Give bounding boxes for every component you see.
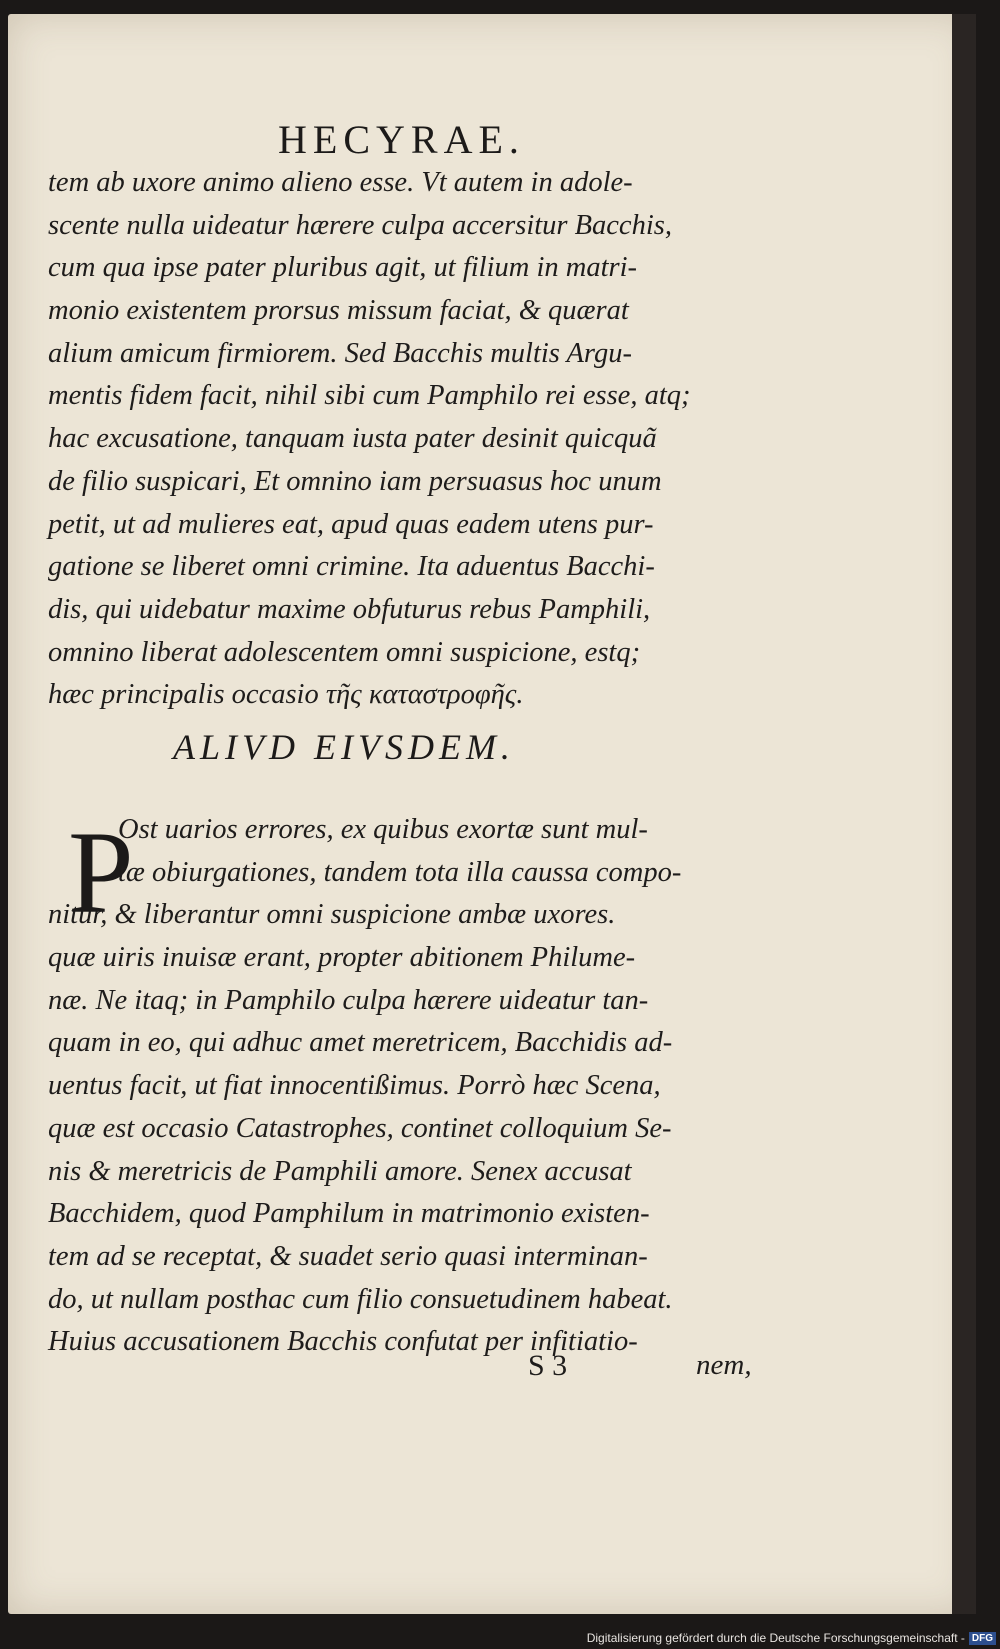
text-line: nitur, & liberantur omni suspicione ambæ uxores. <box>48 899 616 931</box>
text-line: tæ obiurgationes, tandem tota illa caussa compo- <box>118 856 682 888</box>
text-line: omnino liberat adolescentem omni suspicione, estq; <box>48 636 641 668</box>
text-line: uentus facit, ut fiat innocentißimus. Porrò hæc Scena, <box>48 1070 661 1102</box>
catchword: nem, <box>696 1349 752 1381</box>
credit-text: Digitalisierung gefördert durch die Deutsche Forschungsgemeinschaft - <box>586 1631 965 1645</box>
text-line: dis, qui uidebatur maxime obfuturus rebus Pamphili, <box>48 593 651 625</box>
text-line: hac excusatione, tanquam iusta pater desinit quicquã <box>48 423 657 455</box>
text-line: petit, ut ad mulieres eat, apud quas eadem utens pur- <box>48 508 654 540</box>
text-line: Huius accusationem Bacchis confutat per infitiatio- <box>48 1326 638 1358</box>
running-head: HECYRAE. <box>278 117 525 162</box>
text-line: næ. Ne itaq; in Pamphilo culpa hærere uideatur tan- <box>48 984 649 1016</box>
text-line: Bacchidem, quod Pamphilum in matrimonio existen- <box>48 1198 650 1230</box>
text-line: cum qua ipse pater pluribus agit, ut filium in matri- <box>48 252 637 284</box>
text-line: de filio suspicari, Et omnino iam persuasus hoc unum <box>48 465 662 497</box>
drop-capital: P <box>68 807 134 938</box>
digitization-credit <box>587 1631 996 1645</box>
text-line: mentis fidem facit, nihil sibi cum Pamphilo rei esse, atq; <box>48 380 691 412</box>
text-line: do, ut nullam posthac cum filio consuetudinem habeat. <box>48 1283 673 1315</box>
text-line: monio existentem prorsus missum faciat, & quærat <box>48 295 629 327</box>
section-heading: ALIVD EIVSDEM. <box>173 727 515 767</box>
paragraph-2 <box>48 809 768 1364</box>
text-line: hæc principalis occasio τῆς καταστροφῆς. <box>48 679 524 711</box>
paragraph-1 <box>48 162 768 717</box>
text-line: Ost uarios errores, ex quibus exortæ sunt mul- <box>118 814 648 845</box>
text-line: gatione se liberet omni crimine. Ita aduentus Bacchi- <box>48 551 655 583</box>
text-line: nis & meretricis de Pamphili amore. Senex accusat <box>48 1155 632 1187</box>
text-line: quæ est occasio Catastrophes, continet colloquium Se- <box>48 1112 672 1144</box>
text-line: tem ab uxore animo alieno esse. Vt autem in adole- <box>48 167 633 198</box>
text-line: scente nulla uideatur hærere culpa accersitur Bacchis, <box>48 209 672 241</box>
text-line: tem ad se receptat, & suadet serio quasi interminan- <box>48 1240 648 1272</box>
text-line: quæ uiris inuisæ erant, propter abitionem Philume- <box>48 942 636 974</box>
signature-mark: S 3 <box>528 1349 568 1382</box>
text-line: alium amicum firmiorem. Sed Bacchis multis Argu- <box>48 337 632 369</box>
text-line: quam in eo, qui adhuc amet meretricem, Bacchidis ad- <box>48 1027 673 1059</box>
book-page <box>8 14 974 1614</box>
book-spine-edge <box>952 14 976 1614</box>
dfg-logo: DFG <box>969 1632 996 1645</box>
